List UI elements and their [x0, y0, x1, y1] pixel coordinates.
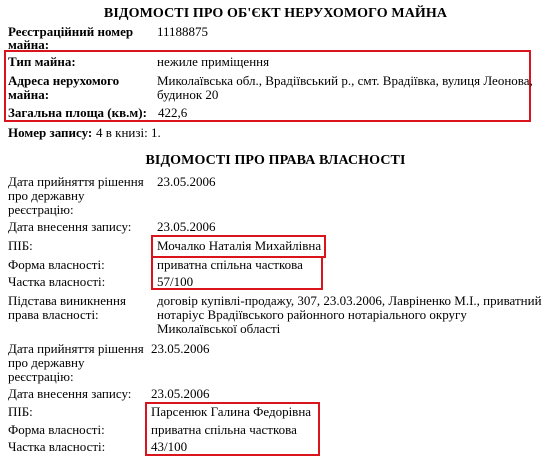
owner-1-decision-date: 23.05.2006	[157, 174, 216, 189]
decision-date-label-1: Дата прийняття рішення	[8, 341, 144, 356]
owner-1-basis-3: Миколаївської області	[157, 321, 281, 336]
decision-date-label-2: про державну	[8, 188, 85, 203]
owner-2-ownership-form: приватна спільна часткова	[151, 422, 297, 437]
total-area-label: Загальна площа (кв.м):	[8, 105, 147, 120]
reg-number-value: 11188875	[157, 24, 209, 39]
property-type-value: нежиле приміщення	[157, 54, 270, 69]
owner-1-basis-2: нотаріус Врадіївського районного нотаріального округу	[157, 307, 467, 322]
entry-date-label: Дата внесення запису:	[8, 386, 132, 401]
address-label-2: майна:	[8, 87, 50, 102]
owner-2-ownership-share: 43/100	[151, 439, 188, 454]
decision-date-label-3: реєстрацію:	[8, 369, 74, 384]
object-section-title: ВІДОМОСТІ ПРО ОБ'ЄКТ НЕРУХОМОГО МАЙНА	[103, 6, 448, 21]
address-label-1: Адреса нерухомого	[8, 73, 120, 88]
ownership-form-label: Форма власності:	[8, 257, 105, 272]
ownership-share-label: Частка власності:	[8, 274, 106, 289]
decision-date-label-2: про державну	[8, 355, 85, 370]
reg-number-label-2: майна:	[8, 37, 50, 52]
ownership-share-label: Частка власності:	[8, 439, 106, 454]
address-value-2: будинок 20	[157, 87, 219, 102]
owner-2-name: Парсенюк Галина Федорівна	[151, 404, 312, 419]
owner-1-entry-date: 23.05.2006	[157, 219, 216, 234]
reg-number-label-1: Реєстраційний номер	[8, 24, 134, 39]
record-number-label: Номер запису:	[8, 125, 93, 140]
rights-section-title: ВІДОМОСТІ ПРО ПРАВА ВЛАСНОСТІ	[145, 153, 406, 168]
ownership-basis-label-2: права власності:	[8, 307, 99, 322]
address-value-1: Миколаївська обл., Врадіївський р., смт. Врадіївка, вулиця Леонова,	[157, 73, 533, 88]
owner-2-decision-date: 23.05.2006	[151, 341, 210, 356]
owner-name-label: ПІБ:	[8, 404, 33, 419]
owner-2-entry-date: 23.05.2006	[151, 386, 210, 401]
owner-1-name: Мочалко Наталія Михайлівна	[157, 238, 322, 253]
decision-date-label-1: Дата прийняття рішення	[8, 174, 144, 189]
ownership-basis-label-1: Підстава виникнення	[8, 293, 126, 308]
owner-name-label: ПІБ:	[8, 238, 33, 253]
total-area-value: 422,6	[158, 105, 188, 120]
record-number-value: 4 в книзі: 1.	[96, 125, 161, 140]
owner-1-ownership-share: 57/100	[157, 274, 194, 289]
ownership-form-label: Форма власності:	[8, 422, 105, 437]
entry-date-label: Дата внесення запису:	[8, 219, 132, 234]
owner-1-basis-1: договір купівлі-продажу, 307, 23.03.2006, Лавріненко М.І., приватний	[157, 293, 542, 308]
property-type-label: Тип майна:	[8, 54, 76, 69]
decision-date-label-3: реєстрацію:	[8, 202, 74, 217]
owner-1-ownership-form: приватна спільна часткова	[157, 257, 303, 272]
